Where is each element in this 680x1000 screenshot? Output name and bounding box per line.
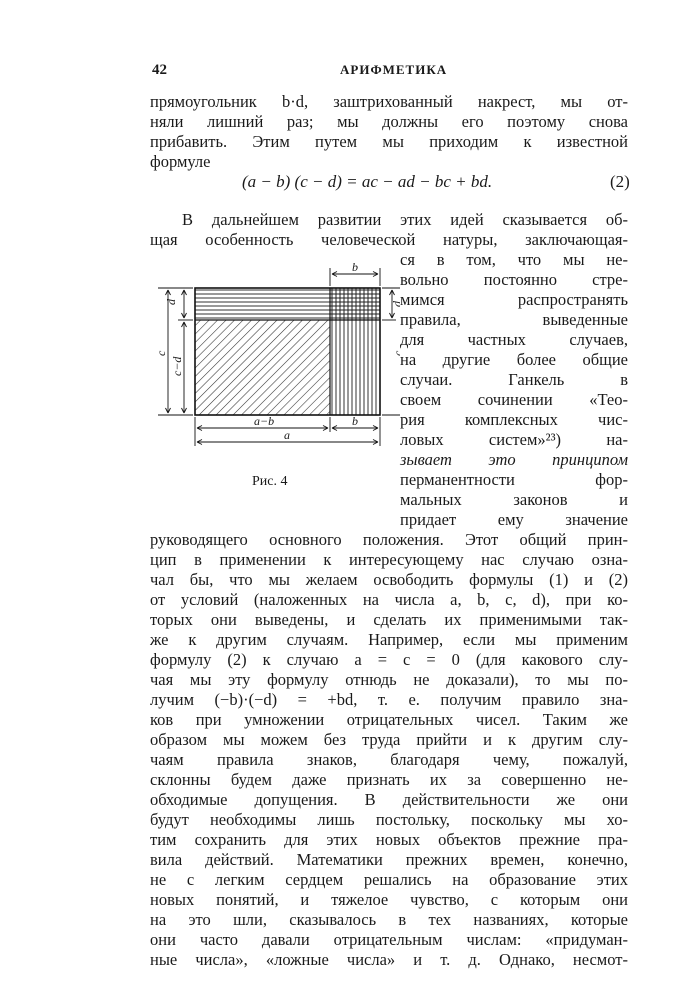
text-line: ловых систем»²³) на- <box>400 430 628 449</box>
text-line: мимся распространять <box>400 290 628 309</box>
label-c-minus-d: c−d <box>170 356 184 376</box>
formula-number: (2) <box>610 172 630 191</box>
text-line: лучим (−b)·(−d) = +bd, т. е. получим правило зна- <box>150 690 628 709</box>
text-line: от условий (наложенных на числа a, b, c, d), при ко- <box>150 590 628 609</box>
page-number: 42 <box>152 62 167 78</box>
running-title: АРИФМЕТИКА <box>340 62 448 77</box>
text-line: зывает это принципом <box>400 450 628 469</box>
text-line: же к другим случаям. Например, если мы применим <box>150 630 628 649</box>
region-b-by-d <box>330 288 380 320</box>
text-line: цип в применении к интересующему нас случаю озна- <box>150 550 628 569</box>
region-b-by-c-minus-d <box>330 320 380 415</box>
text-line: рия комплексных чис- <box>400 410 628 429</box>
label-a-minus-b: a−b <box>254 414 275 428</box>
text-line: новых понятий, и тяжелое чувство, с которым они <box>150 890 628 909</box>
formula: (a − b) (c − d) = ac − ad − bc + bd. <box>242 172 493 191</box>
text-line: прямоугольник b·d, заштрихованный накрест, мы от- <box>150 92 628 111</box>
text-line: ков при умножении отрицательных чисел. Таким же <box>150 710 628 729</box>
text-line: они часто давали отрицательным числам: «придуман- <box>150 930 628 949</box>
text-line: щая особенность человеческой натуры, заключающая- <box>150 230 628 249</box>
text-line: своем сочинении «Тео- <box>400 390 628 409</box>
text-line: руководящего основного положения. Этот общий прин- <box>150 530 628 549</box>
label-d-right <box>390 300 400 307</box>
text-line: правила, выведенные <box>400 310 628 329</box>
text-line: не с легким сердцем решались на образование этих <box>150 870 628 889</box>
text-line: торых они выведены, и сделать их применимыми так- <box>150 610 628 629</box>
label-d-left: d <box>164 299 178 305</box>
text-line: для частных случаев, <box>400 330 628 349</box>
text-line: формуле <box>150 152 211 171</box>
hatched-regions <box>195 288 380 415</box>
text-line: будут необходимы лишь постольку, поскольку мы хо- <box>150 810 628 829</box>
text-line: вила действий. Математики прежних времен, конечно, <box>150 850 628 869</box>
text-line: мальных законов и <box>400 490 628 509</box>
text-line: вольно постоянно стре- <box>400 270 628 289</box>
label-c-left: c <box>154 350 168 356</box>
rectangle-diagram <box>150 260 400 455</box>
text-line: ся в том, что мы не- <box>400 250 628 269</box>
text-line: склонны будем даже признать их за совершенно не- <box>150 770 628 789</box>
label-a-bottom: a <box>284 428 290 442</box>
text-line: няли лишний раз; мы должны его поэтому снова <box>150 112 628 131</box>
text-line: на это шли, сказывалось в тех названиях, которые <box>150 910 628 929</box>
text-line: чаям правила знаков, благодаря чему, пожалуй, <box>150 750 628 769</box>
text-line: перманентности фор- <box>400 470 628 489</box>
label-b-bottom: b <box>352 414 358 428</box>
text-line: на другие более общие <box>400 350 628 369</box>
text-line: прибавить. Этим путем мы приходим к известной <box>150 132 628 151</box>
figure-4 <box>150 260 400 460</box>
text-line: чая мы эту формулу отнюдь не доказали), то мы по- <box>150 670 628 689</box>
text-line: В дальнейшем развитии этих идей сказывается об- <box>182 210 628 229</box>
label-c-right <box>391 350 400 356</box>
text-line: чал бы, что мы желаем освободить формулы (1) и (2) <box>150 570 628 589</box>
text-line: придает ему значение <box>400 510 628 529</box>
figure-caption: Рис. 4 <box>252 474 288 489</box>
text-line: тим сохранить для этих новых объектов прежние пра- <box>150 830 628 849</box>
text-line: обходимые допущения. В действительности же они <box>150 790 628 809</box>
region-a-minus-b-by-c-minus-d <box>195 320 330 415</box>
label-b-top: b <box>352 260 358 274</box>
text-line: ные числа», «ложные числа» и т. д. Однако, несмот- <box>150 950 628 969</box>
text-line: формулу (2) к случаю a = c = 0 (для какового слу- <box>150 650 628 669</box>
text-line: случаи. Ганкель в <box>400 370 628 389</box>
text-line: образом мы можем без труда прийти и к другим слу- <box>150 730 628 749</box>
region-a-minus-b-by-d <box>195 288 330 320</box>
